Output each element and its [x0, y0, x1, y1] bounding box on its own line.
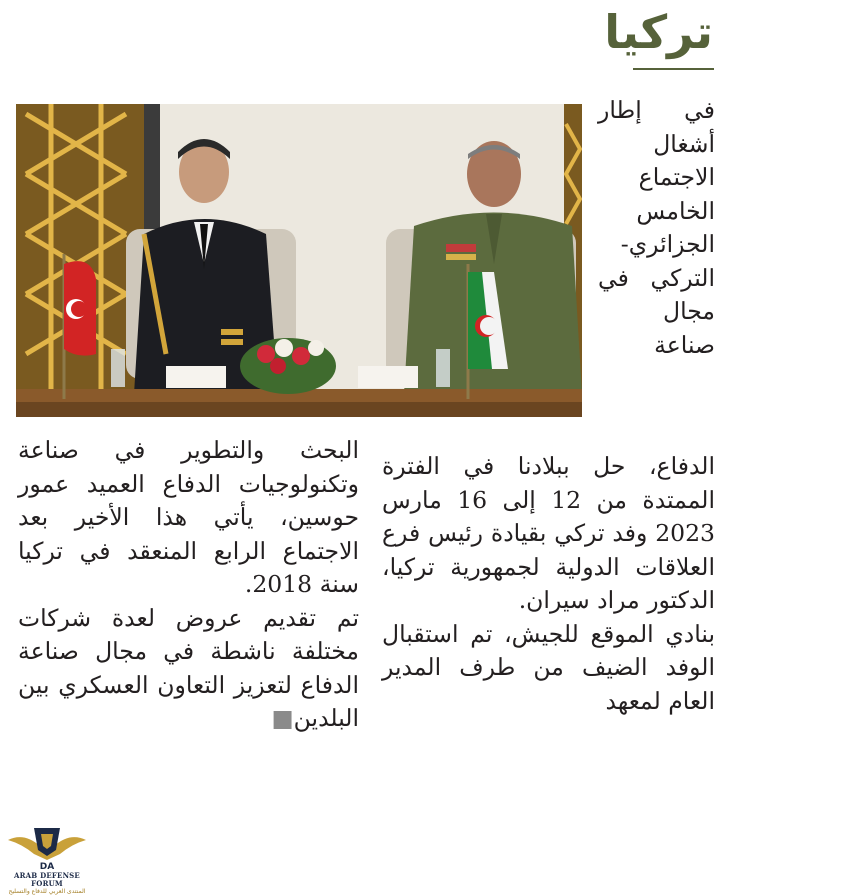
paragraph: البحث والتطوير في صناعة وتكنولوجيات الدفاع العميد عمور حوسين، يأتي هذا الأخير بعد الاجتماع الرابع المنعقد في تركيا سنة 2018.	[18, 436, 359, 598]
paragraph: الدفاع، حل ببلادنا في الفترة الممتدة من 12 إلى 16 مارس 2023 وفد تركي بقيادة رئيس فرع العلاقات الدولية لجمهورية تركيا، الدكتور مراد سيران.	[382, 452, 715, 614]
eagle-emblem-icon	[4, 822, 90, 872]
svg-text:DA: DA	[39, 862, 55, 872]
article-photo	[16, 104, 582, 417]
paragraph	[18, 602, 359, 736]
paragraph-text: تم تقديم عروض لعدة شركات مختلفة ناشطة في مجال صناعة الدفاع لتعزيز التعاون العسكري بين البلدين	[18, 603, 359, 732]
article-headline: تركيا	[604, 5, 713, 59]
watermark-subtitle: المنتدى العربي للدفاع والتسليح	[8, 888, 86, 895]
watermark-logo	[4, 822, 90, 895]
article-column-left	[18, 434, 359, 736]
end-of-article-mark: ■	[271, 704, 294, 732]
paragraph: بنادي الموقع للجيش، تم استقبال الوفد الضيف من طرف المدير العام لمعهد	[382, 619, 715, 715]
article-intro-column: في إطار أشغال الاجتماع الخامس الجزائري- التركي في مجال صناعة	[598, 96, 715, 359]
article-column-right	[382, 450, 715, 718]
watermark-name: ARAB DEFENSE FORUM	[14, 871, 80, 888]
headline-underline	[633, 68, 714, 70]
